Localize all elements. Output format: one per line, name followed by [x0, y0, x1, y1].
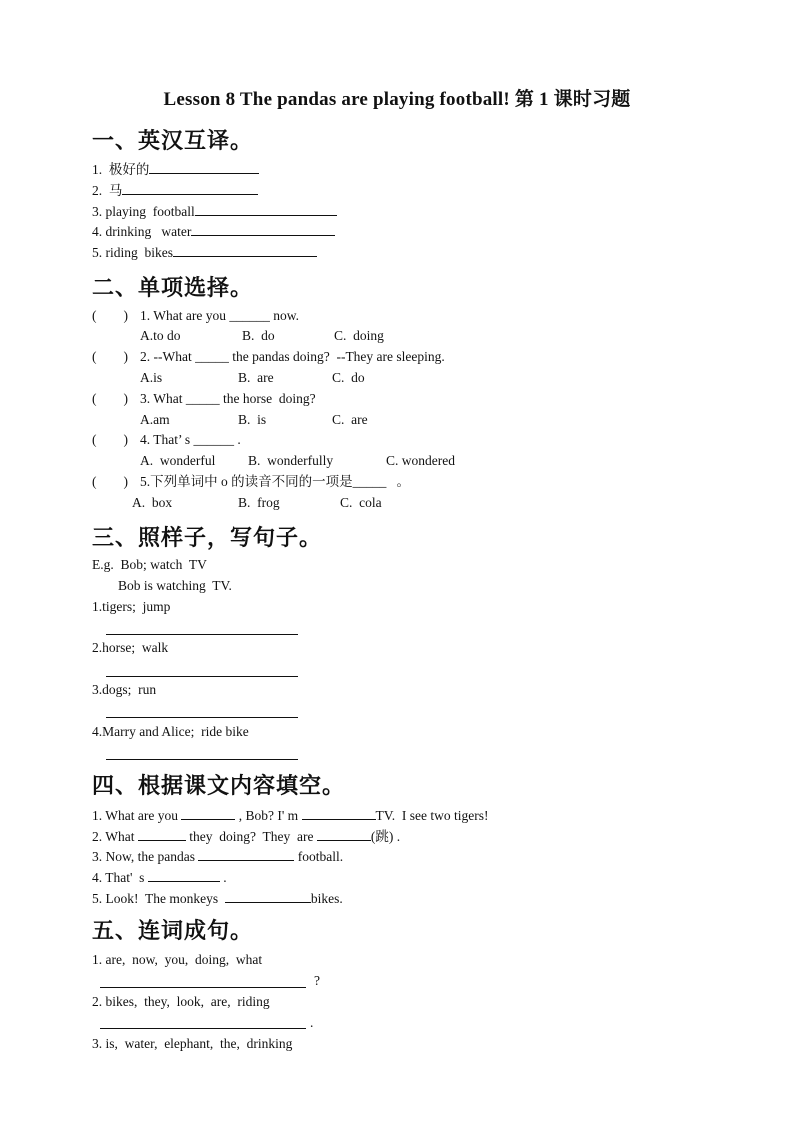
s4-item-3	[92, 847, 343, 866]
s3-item-3: 3.dogs; run	[92, 682, 157, 697]
s3-item-4: 4.Marry and Alice; ride bike	[92, 724, 249, 739]
s4-text: they doing? They are	[189, 829, 314, 844]
q4-option-a: A. wonderful	[140, 453, 216, 468]
q3-option-c: C. are	[332, 412, 368, 427]
q5-option-a: A. box	[132, 495, 173, 510]
answer-blank[interactable]	[173, 243, 317, 257]
q3-answer-paren[interactable]: ( )	[92, 391, 128, 406]
section-5-heading: 五、连词成句。	[92, 919, 254, 944]
s4-text: football.	[297, 849, 344, 864]
s4-text: , Bob? I' m	[238, 808, 299, 823]
s1-item-3-text: 3. playing football	[92, 204, 195, 219]
q4-option-b: B. wonderfully	[248, 453, 334, 468]
s1-item-1	[92, 160, 259, 179]
page-title: Lesson 8 The pandas are playing football! 第 1 课时习题	[163, 89, 631, 110]
s4-text: 2. What	[92, 829, 135, 844]
s1-item-5	[92, 243, 317, 262]
section-3-heading: 三、照样子，写句子。	[92, 526, 323, 551]
answer-blank[interactable]	[148, 868, 220, 882]
s5-item-3: 3. is, water, elephant, the, drinking	[92, 1036, 293, 1051]
s1-item-1-text: 1. 极好的	[92, 162, 150, 177]
s1-item-4-text: 4. drinking water	[92, 224, 192, 239]
q2-option-b: B. are	[238, 370, 274, 385]
s4-text: TV. I see two tigers!	[375, 808, 489, 823]
answer-line[interactable]	[106, 717, 298, 718]
s1-item-3	[92, 202, 337, 221]
answer-blank[interactable]	[149, 160, 259, 174]
q5-text: 5.下列单词中 o 的读音不同的一项是_____ 。	[140, 474, 410, 489]
answer-line[interactable]	[100, 1028, 306, 1029]
s5-item-2-end: .	[310, 1015, 314, 1030]
section-1-heading: 一、英汉互译。	[92, 129, 254, 154]
s4-item-4	[92, 868, 227, 887]
q3-option-b: B. is	[238, 412, 267, 427]
answer-blank[interactable]	[317, 827, 371, 841]
q5-option-b: B. frog	[238, 495, 280, 510]
q2-option-a: A.is	[140, 370, 163, 385]
s3-item-2: 2.horse; walk	[92, 640, 169, 655]
q4-option-c: C. wondered	[386, 453, 455, 468]
answer-blank[interactable]	[198, 847, 294, 861]
s1-item-2	[92, 181, 258, 200]
s4-item-1	[92, 806, 489, 825]
s5-item-1-end: ?	[314, 973, 320, 988]
example-answer: Bob is watching TV.	[118, 578, 232, 593]
answer-blank[interactable]	[195, 202, 337, 216]
q3-text: 3. What _____ the horse doing?	[140, 391, 316, 406]
answer-line[interactable]	[106, 634, 298, 635]
answer-blank[interactable]	[191, 222, 335, 236]
section-4-heading: 四、根据课文内容填空。	[92, 774, 346, 799]
q4-text: 4. That’ s ______ .	[140, 432, 241, 447]
s4-text: 3. Now, the pandas	[92, 849, 195, 864]
s4-text: bikes.	[310, 891, 343, 906]
q2-option-c: C. do	[332, 370, 365, 385]
s4-text: .	[223, 870, 227, 885]
s4-item-5	[92, 889, 343, 908]
answer-line[interactable]	[106, 676, 298, 677]
s1-item-2-text: 2. 马	[92, 183, 123, 198]
q2-answer-paren[interactable]: ( )	[92, 349, 128, 364]
q1-option-b: B. do	[242, 328, 275, 343]
answer-blank[interactable]	[302, 806, 376, 820]
q3-option-a: A.am	[140, 412, 170, 427]
example-prompt: E.g. Bob; watch TV	[92, 557, 207, 572]
q4-answer-paren[interactable]: ( )	[92, 432, 128, 447]
s5-item-2: 2. bikes, they, look, are, riding	[92, 994, 270, 1009]
s4-item-2	[92, 827, 400, 846]
s4-text: 4. That' s	[92, 870, 145, 885]
answer-blank[interactable]	[225, 889, 311, 903]
s1-item-5-text: 5. riding bikes	[92, 245, 173, 260]
q1-option-c: C. doing	[334, 328, 384, 343]
section-2-heading: 二、单项选择。	[92, 276, 254, 301]
s5-item-1: 1. are, now, you, doing, what	[92, 952, 263, 967]
q5-answer-paren[interactable]: ( )	[92, 474, 128, 489]
q5-option-c: C. cola	[340, 495, 382, 510]
answer-blank[interactable]	[122, 181, 258, 195]
q2-text: 2. --What _____ the pandas doing? --They are sleeping.	[140, 349, 445, 364]
answer-blank[interactable]	[181, 806, 235, 820]
s1-item-4	[92, 222, 335, 241]
q1-answer-paren[interactable]: ( )	[92, 308, 128, 323]
answer-line[interactable]	[100, 987, 306, 988]
s4-text: (跳) .	[370, 829, 401, 844]
s3-item-1: 1.tigers; jump	[92, 599, 171, 614]
q1-text: 1. What are you ______ now.	[140, 308, 299, 323]
s4-text: 5. Look! The monkeys	[92, 891, 219, 906]
q1-option-a: A.to do	[140, 328, 181, 343]
answer-blank[interactable]	[138, 827, 186, 841]
s4-text: 1. What are you	[92, 808, 178, 823]
answer-line[interactable]	[106, 759, 298, 760]
